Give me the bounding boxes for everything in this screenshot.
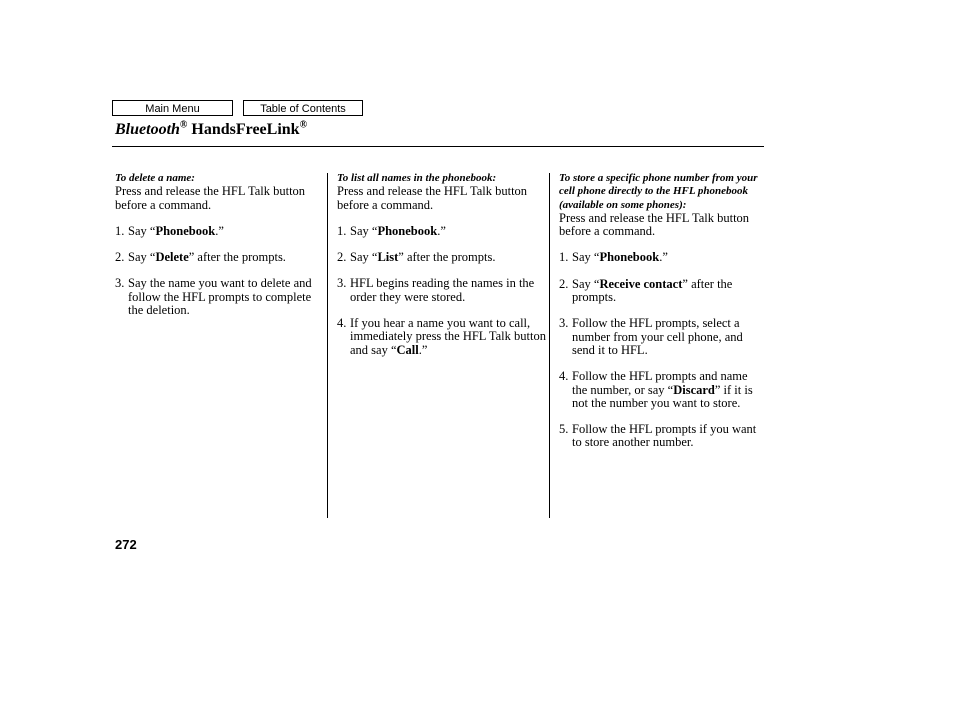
step-text: ” after the prompts. (188, 250, 286, 265)
step-item (559, 251, 764, 264)
step-text: Say “ (572, 250, 600, 265)
step-text: Say “ (572, 276, 600, 291)
step-number: 3. (115, 276, 125, 291)
section-heading: To delete a name: (115, 172, 195, 184)
step-text: HFL begins reading the names in the order they were stored. (350, 276, 535, 304)
step-item (115, 277, 320, 317)
step-text: ” after the prompts. (572, 276, 733, 305)
step-item (337, 277, 547, 304)
step-number: 4. (559, 369, 569, 384)
step-command: Receive contact (599, 276, 683, 291)
step-number: 1. (115, 223, 125, 238)
step-text: Say “ (350, 250, 378, 265)
page-title (115, 121, 307, 139)
page-number: 272 (115, 537, 137, 552)
step-text: Say “ (128, 250, 156, 265)
section-intro: Press and release the HFL Talk button before a command. (559, 210, 750, 239)
step-item (115, 251, 320, 264)
step-command: Phonebook (377, 223, 438, 238)
step-number: 2. (337, 250, 347, 265)
step-text: Follow the HFL prompts and name the number, or say “ (572, 369, 748, 397)
step-item (337, 317, 547, 357)
step-number: 5. (559, 422, 569, 437)
step-text: .” (437, 223, 446, 238)
section-intro: Press and release the HFL Talk button before a command. (115, 184, 306, 212)
column-delete-name (115, 172, 320, 330)
step-text: .” (215, 223, 224, 238)
title-registered-mark: ® (299, 119, 308, 131)
title-handsfreelink: HandsFreeLink (187, 121, 300, 138)
step-item (559, 370, 764, 410)
step-text: Say the name you want to delete and follow the HFL prompts to complete the deletion. (128, 276, 312, 318)
step-command: Delete (155, 250, 189, 265)
title-divider (112, 146, 764, 147)
step-text: Follow the HFL prompts if you want to store another number. (572, 422, 757, 450)
table-of-contents-button[interactable]: Table of Contents (243, 100, 363, 116)
step-number: 1. (559, 250, 569, 265)
column-divider (549, 173, 550, 518)
step-command: List (377, 250, 399, 265)
step-text: If you hear a name you want to call, immediately press the HFL Talk button and say “ (350, 316, 546, 357)
step-number: 4. (337, 316, 347, 331)
title-bluetooth: Bluetooth (115, 121, 180, 138)
step-command: Phonebook (155, 223, 216, 238)
step-item (559, 317, 764, 357)
step-text: Say “ (350, 223, 378, 238)
step-text: .” (659, 250, 668, 265)
column-list-names (337, 172, 547, 370)
step-text: .” (418, 342, 428, 357)
section-heading: To store a specific phone number from your cell phone directly to the HFL phonebook (available on some phones): (559, 172, 758, 211)
step-text: Follow the HFL prompts, select a number from your cell phone, and send it to HFL. (572, 316, 743, 357)
step-number: 1. (337, 223, 347, 238)
column-store-number (559, 172, 764, 463)
step-command: Phonebook (599, 250, 660, 265)
step-item (337, 225, 547, 238)
step-number: 3. (337, 276, 347, 291)
step-item (559, 423, 764, 450)
step-command: Discard (673, 382, 715, 397)
step-command: Call (396, 342, 419, 357)
title-registered-mark: ® (179, 119, 188, 131)
step-item (337, 251, 547, 264)
step-text: ” after the prompts. (398, 250, 496, 265)
step-item (115, 225, 320, 238)
main-menu-button[interactable]: Main Menu (112, 100, 233, 116)
step-text: ” if it is not the number you want to store. (572, 382, 753, 410)
step-number: 2. (559, 276, 569, 291)
step-item (559, 278, 764, 305)
step-text: Say “ (128, 223, 156, 238)
section-intro: Press and release the HFL Talk button before a command. (337, 184, 528, 212)
step-number: 2. (115, 250, 125, 265)
section-heading: To list all names in the phonebook: (337, 172, 497, 184)
step-number: 3. (559, 316, 569, 331)
column-divider (327, 173, 328, 518)
